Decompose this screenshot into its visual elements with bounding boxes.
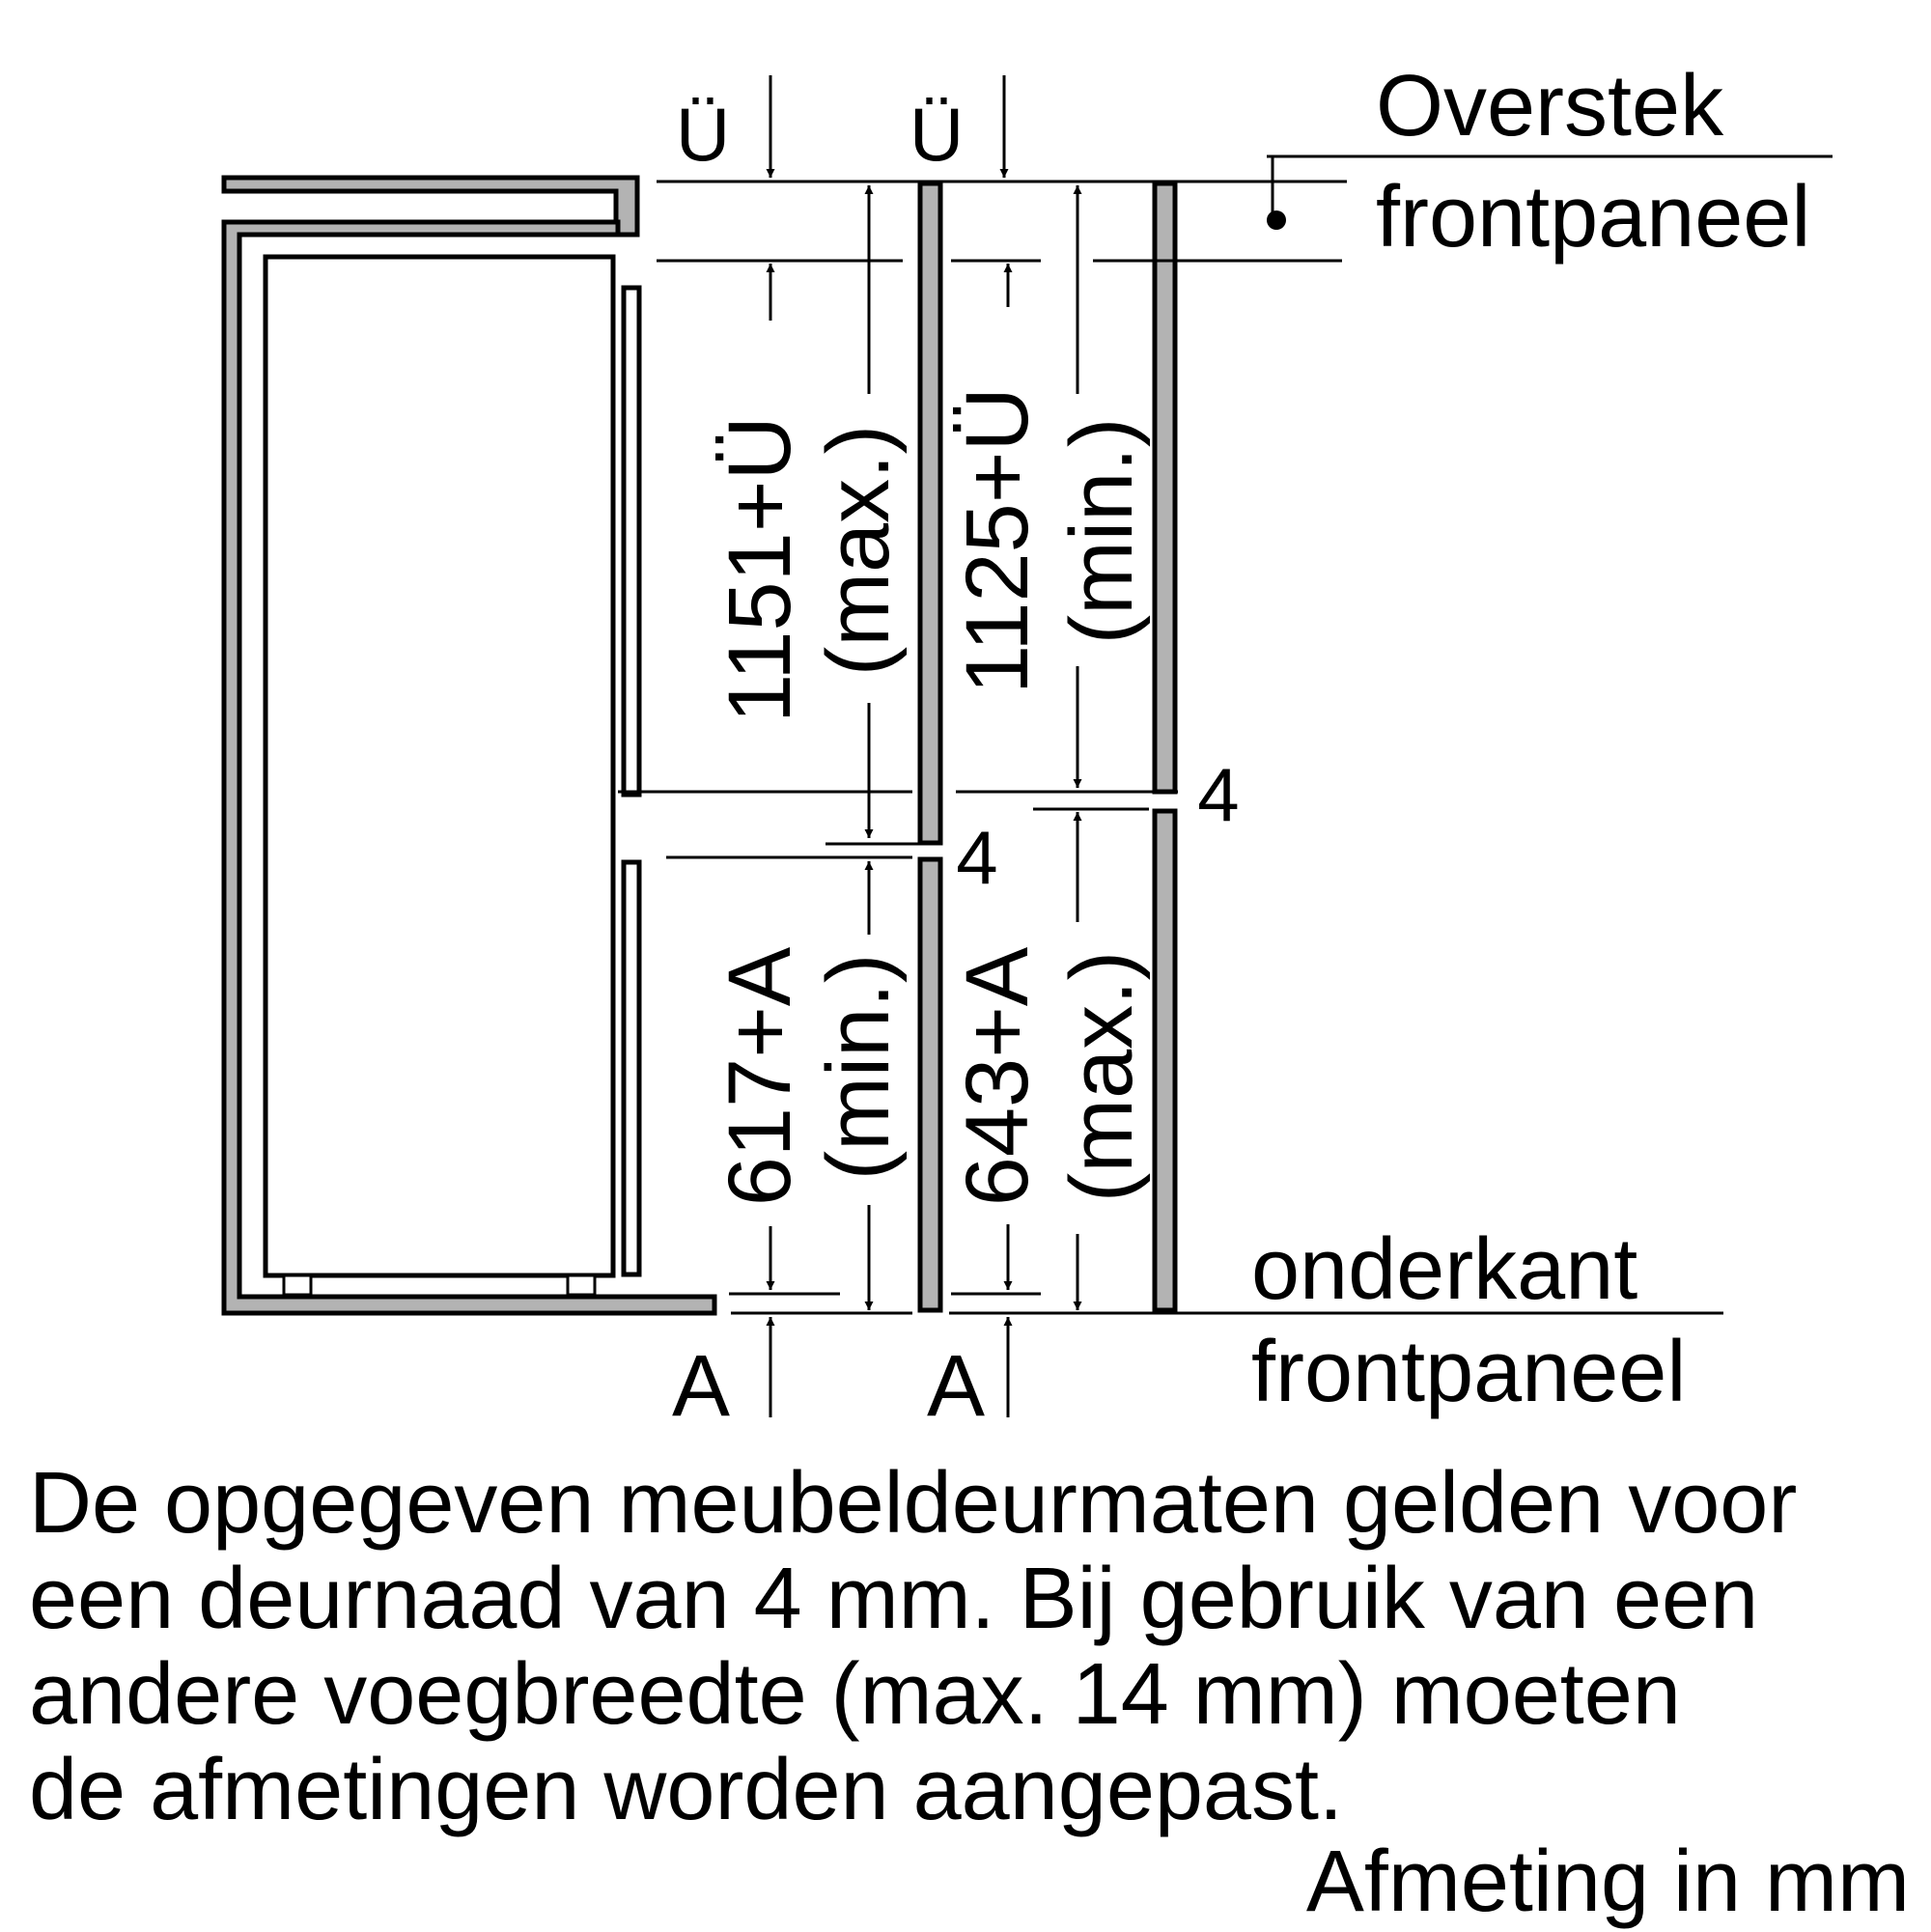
overstek-leader-dot <box>1267 210 1286 230</box>
front-left-upper <box>920 183 940 843</box>
appliance-body <box>266 257 613 1275</box>
gap-label-upper: 4 <box>1197 752 1240 837</box>
lower-right-dimension: 643+A <box>948 946 1047 1207</box>
bottom-offset-label-left: A <box>671 1338 731 1435</box>
lower-right-qualifier: (max.) <box>1052 950 1151 1203</box>
cabinet-outline <box>224 178 714 1313</box>
lower-left-dimension: 617+A <box>711 946 809 1207</box>
onderkant-label-line2: frontpaneel <box>1251 1324 1687 1420</box>
lower-left-qualifier: (min.) <box>809 953 908 1181</box>
overhang-label-right: Ü <box>909 92 965 177</box>
upper-door-panel <box>624 288 639 795</box>
note-line: andere voegbreedte (max. 14 mm) moeten <box>29 1646 1681 1743</box>
upper-right-dimension: 1125+Ü <box>948 386 1047 695</box>
appliance-foot-left <box>284 1275 311 1295</box>
upper-left-qualifier: (max.) <box>809 424 908 677</box>
front-right-lower <box>1155 811 1175 1310</box>
overstek-label-line1: Overstek <box>1376 58 1724 154</box>
note-line: De opgegeven meubeldeurmaten gelden voor <box>29 1455 1798 1552</box>
onderkant-label-line1: onderkant <box>1251 1221 1638 1318</box>
upper-right-qualifier: (min.) <box>1052 417 1151 645</box>
bottom-offset-label-right: A <box>926 1338 986 1435</box>
note-line: de afmetingen worden aangepast. <box>29 1742 1343 1838</box>
unit-label: Afmeting in mm <box>1305 1834 1910 1930</box>
appliance-foot-right <box>568 1275 595 1295</box>
lower-door-panel <box>624 862 639 1274</box>
upper-left-dimension: 1151+Ü <box>711 415 809 724</box>
installation-note <box>29 1456 1921 1838</box>
front-right-upper <box>1155 183 1175 792</box>
overhang-label-left: Ü <box>675 92 731 177</box>
overstek-label-line2: frontpaneel <box>1376 169 1811 266</box>
front-left-lower <box>920 859 940 1310</box>
note-line: een deurnaad van 4 mm. Bij gebruik van een <box>29 1551 1759 1647</box>
gap-label-lower: 4 <box>956 815 998 900</box>
